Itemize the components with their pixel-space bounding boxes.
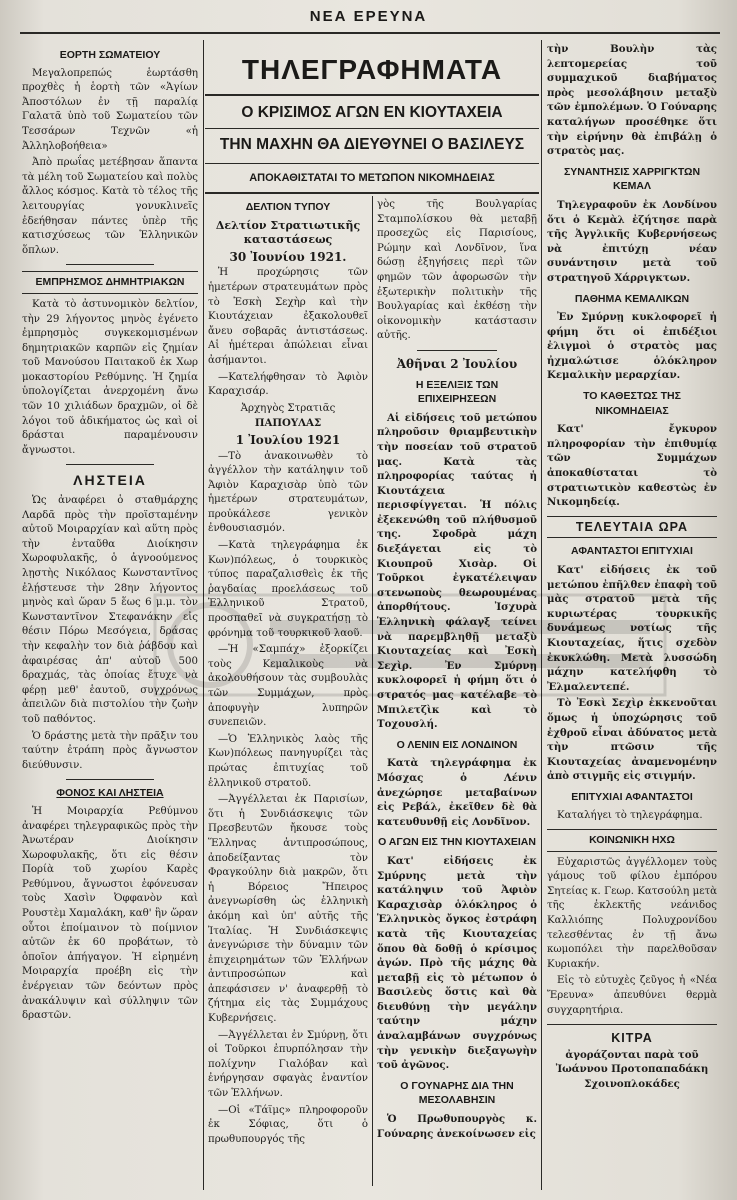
headline-gounaris: Ο ΓΟΥΝΑΡΗΣ ΔΙΑ ΤΗΝ ΜΕΣΟΛΑΒΗΣΙΝ: [400, 1079, 514, 1107]
article-paragraph: —Ἀγγέλλεται ἐν Σμύρνῃ, ὅτι οἱ Τοῦρκοι ἐπυρπόλησαν τὴν πολίχνην Γιαλόβαν καὶ ἐνήργησαν σφαγὰς ἐναντίον τῶν Ἑλλήνων.: [208, 1029, 368, 1100]
banner-rule: [205, 128, 539, 129]
article-paragraph: Κατ' εἰδήσεις ἐκ τοῦ μετώπου ἐπῆλθεν ἐπαφὴ τοῦ μὰς στρατοῦ μετὰ τῆς κυριωτέρας τουρκικῆς δυνάμεως νοτίως τῆς Κιουταχείας, ἥτις σχεδὸν ἐκυκλώθη. Μετὰ λυσσώδη μάχην κατελήφθη τὸ Ἐλμαλεντεπέ.: [547, 564, 717, 693]
article-paragraph: Καταλήγει τὸ τηλεγράφημα.: [557, 809, 703, 821]
masthead: ΝΕΑ ΕΡΕΥΝΑ: [309, 8, 428, 25]
article-paragraph: Μεγαλοπρεπώς ἑωρτάσθη προχθὲς ἡ ἑορτὴ τῶν «Ἁγίων Ἀποστόλων ἐν τῇ παραλίᾳ Γαλατᾶ ὑπὸ τοῦ Σωματείου τῶν Τεσσάρων Τεχνῶν «ἡ Ἀλληλοβοήθεια»: [22, 67, 198, 152]
article-paragraph: Κατὰ τηλεγράφημα ἐκ Μόσχας ὁ Λένιν ἀνεχώρησε μεταβαίνων εἰς Ρεβάλ, ἐκεῖθεν δὲ θὰ κατευθυνθῇ εἰς Λονδῖνον.: [377, 757, 537, 828]
header-rule: [20, 32, 720, 34]
column-rule: [372, 196, 373, 1186]
banner-rule: [205, 94, 539, 96]
banner-rule: [205, 192, 539, 194]
article-paragraph: Αἱ εἰδήσεις τοῦ μετώπου πληροῦσιν θριαμβευτικὴν τὴν ποσείαν τοῦ στρατοῦ μας. Κατὰ τὰς πληροφορίας ταύτας ἡ Κιουτάχεια περισφίγγεται. Ἡ πόλις ἐξεκενώθη τοῦ πλήθυσμοῦ της. Σφοδρὰ μάχη διεξάγεται εἰς τὸ Κιουπροῦ Χισὰρ. Οἱ Τοῦρκοι ἐγκατέλειψαν στενωποὺς θεωρουμένας ἀπορθήτους. Ἰσχυρὰ Ἑλληνικὴ φάλαγξ τείνει νὰ παρεμβληθῇ μεταξὺ Κιουταχείας καὶ Ἐσκὴ Σεχὶρ. Ἐν Σμύρνῃ κυκλοφορεῖ ἡ φήμη ὅτι ὁ στρατός μας κατέλαβε τὸ Μπιλετζὶκ καὶ τὸ Τοχουσλή.: [377, 411, 537, 731]
article-paragraph: —Ὁ Ἑλληνικὸς λαὸς τῆς Κων)πόλεως πανηγυρίζει τὰς πρώτας ἐπιτυχίας τοῦ ἑλληνικοῦ στρατοῦ.: [208, 733, 368, 789]
article-paragraph: Εἰς τὸ εὐτυχὲς ζεῦγος ἡ «Νέα Ἔρευνα» ἀπευθύνει θερμὰ συγχαρητήρια.: [547, 975, 717, 1016]
headline-kutahya: Ο ΑΓΩΝ ΕΙΣ ΤΗΝ ΚΙΟΥΤΑΧΕΙΑΝ: [378, 836, 536, 849]
headline-lenin: Ο ΛΕΝΙΝ ΕΙΣ ΛΟΝΔΙΝΟΝ: [396, 738, 518, 751]
article-paragraph: Ἀπὸ πρωΐας μετέβησαν ἅπαντα τὰ μέλη τοῦ Σωματείου καὶ πολὺς ἄλλος κόσμος. Κατὰ τὸ τέλος τῆς λειτουργίας γονυκλινεῖς ἐδεήθησαν πάντες ὑπὲρ τῆς κατισχύσεως τῶν Ἑλληνικῶν ὅπλων.: [22, 157, 198, 256]
article-paragraph: —Ἀγγέλλεται ἐκ Παρισίων, ὅτι ἡ Συνδιάσκεψις τῶν Πρεσβευτῶν ἤκουσε τοὺς Ἕλληνας ἀντιπροσώπους, ἀποδείξαντας τὸν Φραγκούλην διὰ μακρῶν, ὅτι ἡ Βόρειος Ἤπειρος ἀνεγνωρίσθη ὡς ἑλληνικὴ ἀκόμη καὶ ὑπ' αὐτῆς τῆς Ἰταλίας. Ἡ Συνδιάσκεψις ἀνεγνώρισε τὴν δύναμιν τῶν ἐπιχειρημάτων τῶν Ἑλλήνων ἀντιπροσώπων καὶ ἀπεφάσισεν ν' ἀναφερθῇ τὸ ζήτημα εἰς τὰς Συμμάχους Κυβερνήσεις.: [208, 794, 368, 1025]
banner-title: ΤΗΛΕΓΡΑΦΗΜΑΤΑ: [241, 54, 503, 85]
headline-successes-2: ΕΠΙΤΥΧΙΑΙ ΑΦΑΝΤΑΣΤΟΙ: [571, 790, 693, 803]
article-paragraph: Τηλεγραφοῦν ἐκ Λονδίνου ὅτι ὁ Κεμὰλ ἐζήτησε παρὰ τῆς Ἀγγλικῆς Κυβερνήσεως νὰ ἐπιτύχῃ νέαν συνάντησιν μετὰ τοῦ στρατηγοῦ Χάρριγκτων.: [547, 198, 717, 284]
article-paragraph: τὴν Βουλὴν τὰς λεπτομερείας τοῦ συμμαχικοῦ διαβήματος πρὸς μεσολάβησιν μεταξὺ τῶν ἐμπολέμων. Ὁ Γούναρης καταλήγων προσέθηκε ὅτι τὴν εἰρήνην θὰ ἐπιβάλῃ ὁ στρατὸς μας.: [547, 43, 717, 158]
signature-name: ΠΑΠΟΥΛΑΣ: [254, 417, 322, 430]
banner-subtitle-3: ΑΠΟΚΑΘΙΣΤΑΤΑΙ ΤΟ ΜΕΤΩΠΟΝ ΝΙΚΟΜΗΔΕΙΑΣ: [249, 172, 495, 184]
article-paragraph: Κατ' εἰδήσεις ἐκ Σμύρνης μετὰ τὴν κατάληψιν τοῦ Ἀφιὸν Καραχισὰρ ὁλόκληρος ὁ Ἑλληνικὸς ὄγκος ἐστράφη κατὰ τῆς Κιουταχείας ὅπου θὰ δοθῇ ὁ κρίσιμος ἀγών. Πρὸ τῆς μάχης θὰ μεταβῇ εἰς τὸ μέτωπον ὁ Βασιλεὺς ὅστις καὶ θὰ διευθύνῃ τὴν μεγάλην ταύτην μάχην ἀναλαμβάνων συγχρόνως τὴν γενικὴν διεξαγωγὴν τοῦ ἀγῶνος.: [377, 854, 537, 1072]
column-rule: [541, 40, 542, 1190]
article-paragraph: Κατ' ἔγκυρον πληροφορίαν τὴν ἐπιθυμίᾳ τῶν Συμμάχων ἀποκαθίσταται τὸ στρατιωτικὸν καθεστὼς ἐν Νικομηδείᾳ.: [547, 423, 717, 509]
article-paragraph: —Τὸ ἀνακοινωθὲν τὸ ἀγγέλλον τὴν κατάληψιν τοῦ Ἀφιὸν Καραχισὰρ ὑπὸ τῶν ἡμετέρων στρατευμάτων, προὐκάλεσε γενικὸν ἐνθουσιασμόν.: [208, 450, 368, 535]
divider: [66, 779, 154, 780]
divider: [66, 464, 154, 465]
column-rule: [203, 40, 204, 1190]
article-paragraph: Ἐν Σμύρνῃ κυκλοφορεῖ ἡ φήμη ὅτι οἱ ἐπιδέξιοι ἐλιγμοὶ ὁ στρατὸς μας ἠχμαλώτισε ὁλόκληρον Κεμαλικὴν μεραρχίαν.: [547, 311, 717, 382]
headline-robbery: ΛΗΣΤΕΙΑ: [73, 472, 147, 489]
article-paragraph: Τὸ Ἐσκὶ Σεχὶρ ἐκκενοῦται ὅμως ἡ ὑποχώρησις τοῦ ἐχθροῦ εἶναι ἀδύνατος μετὰ τὴν πτῶσιν τῆς Κιουταχείας ἀναμενομένην ἀπὸ στιγμῆς εἰς στιγμήν.: [547, 697, 717, 783]
column-4: [547, 42, 717, 1182]
article-paragraph: —Ἡ «Σαμπάχ» ἐξορκίζει τοὺς Κεμαλικοὺς νὰ ἀκολουθήσουν τὰς συμβουλὰς τῶν Συμμάχων, πρὸς ἀποφυγὴν λυπηρῶν συνεπειῶν.: [208, 644, 368, 729]
article-paragraph: Ἡ Μοιραρχία Ρεθύμνου ἀναφέρει τηλεγραφικῶς πρὸς τὴν Ἀνωτέραν Διοίκησιν Χωροφυλακῆς, ὅτι εἰς θέσιν Πορίὰ τοῦ χωρίου Καρὲς Ρεθύμνου, ἄγνωστοι ἐφόνευσαν τοὺς Χασὶν Ὀφφανὸν καὶ Ρουστὲμ Χαμαλάκη, καθ' ἣν ὥραν οὗτοι ἐποίμαινον τὸ ποίμνιον αὐτῶν ἐκ 60 προβάτων, τὸ ὁποῖον ἀπήγαγον. Ἡ εἰρημένη Μοιραρχία προέβη εἰς τὴν ἐνέργειαν τῶν δεόντων πρὸς ἀνακάλυψιν καὶ σύλληψιν τῶν δραστῶν.: [22, 805, 198, 1022]
divider: [417, 350, 497, 351]
article-paragraph: ἀγοράζονται παρὰ τοῦ Ἰωάννου Προτοπαπαδάκη Σχοινοπλοκάδες: [555, 1048, 709, 1090]
article-paragraph: Ὁ Πρωθυπουργὸς κ. Γούναρης ἀνεκοίνωσεν εἰς: [377, 1113, 537, 1140]
article-paragraph: Κατὰ τὸ ἀστυνομικὸν δελτίον, τὴν 29 λήγοντος μηνὸς ἐγένετο ἐμπρησμὸς συγκεκομισμένων δημητριακῶν καρπῶν εἰς ζημίαν τοῦ Μανούσου Παιτακοῦ ἐκ Χωρ μοκαστορίου Ρεθύμνης. Ἡ ζημία ὑπολογίζεται ἀνερχομένη ἄνω τῶν 10 χιλιάδων δραχμῶν, οἱ δὲ λόγοι τοῦ ἀδικήματος ὡς καὶ οἱ δράσται παραμένουσιν ἄγνωστοι.: [22, 298, 198, 456]
date-line: 1 Ἰουλίου 1921: [235, 432, 341, 447]
headline-kitra: ΚΙΤΡΑ: [611, 1031, 653, 1046]
divider: [66, 264, 154, 265]
signature-title: Ἀρχηγὸς Στρατιᾶς: [240, 402, 336, 414]
headline-feast: ΕΟΡΤΗ ΣΩΜΑΤΕΙΟΥ: [59, 49, 161, 61]
article-paragraph: —Κατελήφθησαν τὸ Ἀφιὸν Καραχισάρ.: [208, 371, 368, 398]
headline-operations: Η ΕΞΕΛΙΞΙΣ ΤΩΝ ΕΠΙΧΕΙΡΗΣΕΩΝ: [415, 378, 499, 406]
headline-kemalist: ΠΑΘΗΜΑ ΚΕΜΑΛΙΚΩΝ: [574, 292, 690, 305]
column-2: [208, 198, 368, 1183]
divider: [547, 1024, 717, 1025]
headline-social: ΚΟΙΝΩΝΙΚΗ ΗΧΩ: [547, 829, 717, 852]
banner-subtitle-1: Ο ΚΡΙΣΙΜΟΣ ΑΓΩΝ ΕΝ ΚΙΟΥΤΑΧΕΙΑ: [241, 104, 503, 121]
headline-murder: ΦΟΝΟΣ ΚΑΙ ΛΗΣΤΕΙΑ: [56, 787, 164, 800]
date-line: 30 Ἰουνίου 1921.: [229, 249, 347, 264]
headline-press-bulletin: ΔΕΛΤΙΟΝ ΤΥΠΟΥ: [245, 201, 331, 213]
column-1: [22, 42, 198, 1182]
banner-subtitle-2: ΤΗΝ ΜΑΧΗΝ ΘΑ ΔΙΕΥΘΥΝΕΙ Ο ΒΑΣΙΛΕΥΣ: [219, 136, 525, 153]
article-paragraph: —Κατὰ τηλεγράφημα ἐκ Κων)πόλεως, ὁ τουρκικὸς τύπος παραζαλισθεὶς ἐκ τῆς ῥαγδαίας προελάσεως τοῦ Ἑλληνικοῦ Στρατοῦ, προσπαθεῖ νὰ συγκρατήσῃ τὸ φρόνημα τοῦ τουρκικοῦ λαοῦ.: [208, 540, 368, 639]
article-paragraph: Εὐχαριστῶς ἀγγέλλομεν τοὺς γάμους τοῦ φίλου ἐμπόρου Σητείας κ. Γεωρ. Κατσούλη μετὰ τῆς ἐκλεκτῆς νεάνιδος Καλλιόπης Πολυχρονίδου τελεσθέντας ἐν τῇ ἄνω κωμοπόλει τὴν παρελθοῦσαν Κυριακήν.: [547, 856, 717, 970]
headline-harington: ΣΥΝΑΝΤΗΣΙΣ ΧΑΡΡΙΓΚΤΩΝ ΚΕΜΑΛ: [563, 165, 701, 193]
banner-rule: [205, 163, 539, 164]
headline-successes: ΑΦΑΝΤΑΣΤΟΙ ΕΠΙΤΥΧΙΑΙ: [571, 545, 693, 558]
date-line: Ἀθῆναι 2 Ἰουλίου: [396, 356, 518, 371]
article-paragraph: γὸς τῆς Βουλγαρίας Σταμπολίσκου θὰ μεταβῇ προσεχῶς εἰς Παρισίους, Ρώμην καὶ Λονδῖνον, ἵνα δώσῃ ἐξηγήσεις περὶ τῶν φημῶν τῶν ἀφορωσῶν τὴν ἐξωτερικὴν πολιτικὴν τῆς Βουλγαρίας καὶ ἐκθέσῃ τὴν οἰκονομικὴν κατάστασιν αὐτῆς.: [377, 199, 537, 342]
article-paragraph: Ὡς ἀναφέρει ὁ σταθμάρχης Λαρδᾶ πρὸς τὴν προϊσταμένην αὐτοῦ Μοιραρχίαν καὶ αὕτη πρὸς τὴν ἐνταῦθα Διοίκησιν Χωροφυλακῆς, ὁ ἀγνοούμενος λῃστὴς Νικόλαος Κωνσταντῖνος ἐλῄστευσε τὴν 28ην λήγοντος μηνὸς καὶ ὥραν 5 ἕως 6 μ.μ. τὸν Κωνσταντῖνον Στεφανάκην εἰς θέσιν Πόρω Μεσόγεια, δράσας τὴν κεφαλὴν τον διὰ ῥάβδου καὶ ἀφαιρέσας ἀπ' αὐτοῦ 500 δραχμάς, τὰς ὁποίας ἔτυχε νὰ φέρῃ μεθ' ἑαυτοῦ, συγχρόνως ἀπειλῶν διὰ πιστολίου τὴν ζωὴν τοῦ παθόντος.: [22, 495, 198, 725]
article-paragraph: Ὁ δράστης μετὰ τὴν πρᾶξιν του ταύτην ἐτράπη πρὸς ἄγνωστον διεύθυνσιν.: [22, 730, 198, 771]
bulletin-subtitle: Δελτίον Στρατιωτικῆς καταστάσεως: [215, 218, 361, 247]
headline-last-hour: ΤΕΛΕΥΤΑΙΑ ΩΡΑ: [547, 516, 717, 539]
article-paragraph: —Οἱ «Τάϊμς» πληροφοροῦν ἐκ Σόφιας, ὅτι ὁ πρωθυπουργός τῆς: [208, 1104, 368, 1145]
article-paragraph: Ἡ προχώρησις τῶν ἡμετέρων στρατευμάτων πρὸς τὸ Ἐσκὴ Σεχὴρ καὶ τὴν Κιουτάχειαν ἐξακολουθεῖ ἄνευ σοβαρᾶς ἀντιστάσεως. Αἱ ἡμέτεραι ἀπώλειαι εἶναι ἀσήμαντοι.: [208, 267, 368, 366]
headline-arson: ΕΜΠΡΗΣΜΟΣ ΔΗΜΗΤΡΙΑΚΩΝ: [22, 271, 198, 294]
column-3: [377, 198, 537, 1183]
headline-nicomedia: ΤΟ ΚΑΘΕΣΤΩΣ ΤΗΣ ΝΙΚΟΜΗΔΕΙΑΣ: [583, 390, 681, 417]
